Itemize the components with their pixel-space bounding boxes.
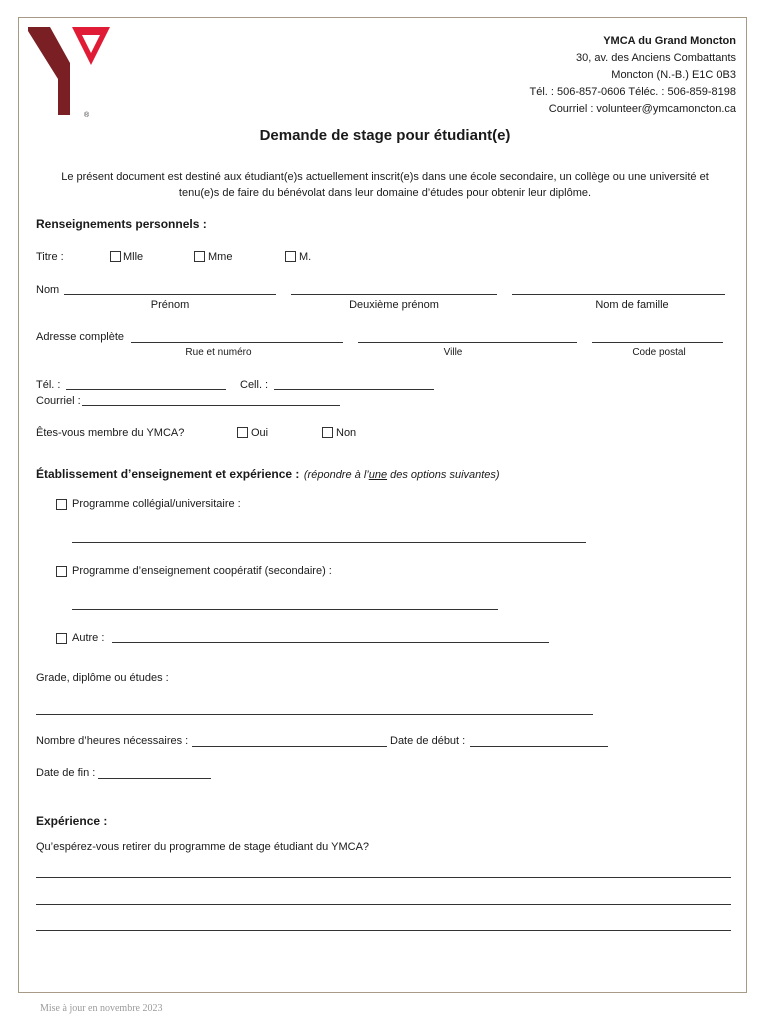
- intro-line-1: Le présent document est destiné aux étudiant(e)s actuellement inscrit(e)s dans une école secondaire, un collège ou une université et: [61, 171, 709, 183]
- footer-updated: Mise à jour en novembre 2023: [40, 1003, 163, 1014]
- option-mme-label: Mme: [208, 251, 233, 263]
- grade-field[interactable]: [36, 714, 593, 715]
- member-yes-label: Oui: [251, 427, 269, 439]
- org-city: Moncton (N.-B.) E1C 0B3: [611, 69, 736, 81]
- experience-answer-line-1[interactable]: [36, 877, 731, 878]
- checkbox-coop[interactable]: [56, 566, 67, 577]
- checkbox-mlle[interactable]: [110, 251, 121, 262]
- checkbox-m[interactable]: [285, 251, 296, 262]
- member-question: Êtes-vous membre du YMCA?: [36, 427, 185, 439]
- first-name-caption: Prénom: [150, 299, 190, 311]
- city-caption: Ville: [443, 347, 463, 358]
- end-date-label: Date de fin :: [36, 767, 96, 779]
- start-date-label: Date de début :: [390, 735, 466, 747]
- checkbox-mme[interactable]: [194, 251, 205, 262]
- experience-answer-line-2[interactable]: [36, 904, 731, 905]
- education-note: (répondre à l’une des options suivantes): [303, 469, 500, 481]
- title-label: Titre :: [36, 251, 64, 263]
- intro-line-2: tenu(e)s de faire du bénévolat dans leur domaine d’études pour obtenir leur diplôme.: [178, 187, 592, 199]
- option-m-label: M.: [299, 251, 312, 263]
- street-caption: Rue et numéro: [185, 347, 252, 358]
- college-label: Programme collégial/universitaire :: [72, 498, 241, 510]
- address-label: Adresse complète: [36, 331, 125, 343]
- street-field[interactable]: [131, 342, 343, 343]
- hours-label: Nombre d’heures nécessaires :: [36, 735, 189, 747]
- grade-label: Grade, diplôme ou études :: [36, 672, 169, 684]
- tel-label: Tél. :: [36, 379, 61, 391]
- org-address: 30, av. des Anciens Combattants: [576, 52, 736, 64]
- personal-heading: Renseignements personnels :: [36, 217, 207, 231]
- city-field[interactable]: [358, 342, 577, 343]
- org-phone: Tél. : 506-857-0606 Téléc. : 506-859-8198: [529, 86, 736, 98]
- checkbox-college[interactable]: [56, 499, 67, 510]
- end-date-field[interactable]: [98, 778, 211, 779]
- postal-code-field[interactable]: [592, 342, 723, 343]
- other-field[interactable]: [112, 642, 549, 643]
- first-name-field[interactable]: [64, 294, 276, 295]
- last-name-caption: Nom de famille: [595, 299, 669, 311]
- coop-label: Programme d’enseignement coopératif (secondaire) :: [72, 565, 332, 577]
- experience-question: Qu’espérez-vous retirer du programme de stage étudiant du YMCA?: [36, 841, 370, 853]
- member-no-label: Non: [336, 427, 357, 439]
- page-title: Demande de stage pour étudiant(e): [259, 127, 511, 144]
- logo-y-shape: [28, 27, 70, 115]
- hours-field[interactable]: [192, 746, 387, 747]
- ymca-logo: [28, 27, 114, 119]
- experience-answer-line-3[interactable]: [36, 930, 731, 931]
- middle-name-caption: Deuxième prénom: [349, 299, 439, 311]
- postal-code-caption: Code postal: [632, 347, 686, 358]
- checkbox-member-no[interactable]: [322, 427, 333, 438]
- education-heading-row: [36, 465, 500, 483]
- email-field[interactable]: [82, 405, 340, 406]
- start-date-field[interactable]: [470, 746, 608, 747]
- education-heading: Établissement d’enseignement et expérience :: [36, 467, 300, 481]
- college-field[interactable]: [72, 542, 586, 543]
- name-label: Nom: [36, 284, 60, 296]
- other-label: Autre :: [72, 632, 105, 644]
- org-name: YMCA du Grand Moncton: [603, 35, 736, 47]
- tel-field[interactable]: [66, 389, 226, 390]
- middle-name-field[interactable]: [291, 294, 497, 295]
- org-email: Courriel : volunteer@ymcamoncton.ca: [548, 103, 736, 115]
- logo-registered-mark: ®: [84, 112, 90, 119]
- coop-field[interactable]: [72, 609, 498, 610]
- experience-heading: Expérience :: [36, 814, 108, 828]
- checkbox-member-yes[interactable]: [237, 427, 248, 438]
- checkbox-other[interactable]: [56, 633, 67, 644]
- last-name-field[interactable]: [512, 294, 725, 295]
- cell-label: Cell. :: [240, 379, 269, 391]
- email-label: Courriel :: [36, 395, 81, 407]
- cell-field[interactable]: [274, 389, 434, 390]
- option-mlle-label: Mlle: [123, 251, 144, 263]
